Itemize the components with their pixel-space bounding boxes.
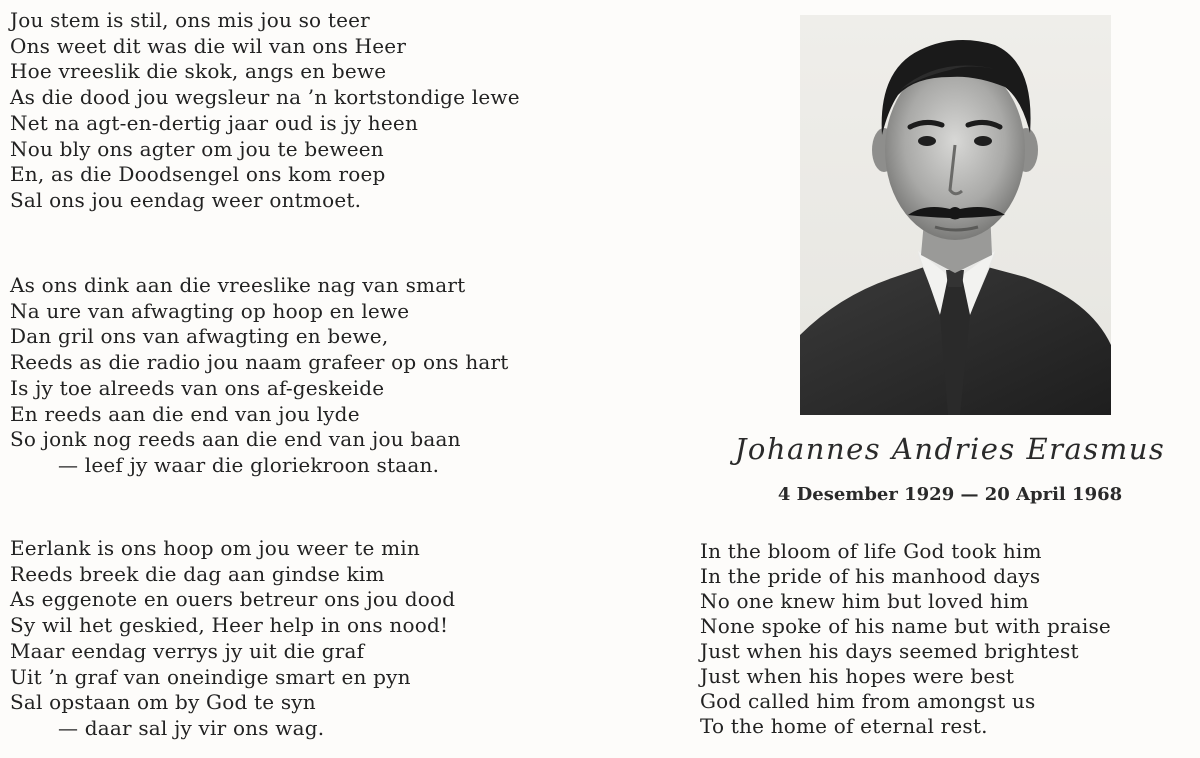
poem-line: Just when his hopes were best <box>700 664 1015 688</box>
portrait-icon <box>800 15 1111 415</box>
poem-line: In the pride of his manhood days <box>700 564 1041 588</box>
poem-line: As die dood jou wegsleur na ’n kortstondige lewe <box>10 85 520 110</box>
poem-line: Nou bly ons agter om jou te beween <box>10 136 384 161</box>
poem-line: — daar sal jy vir ons wag. <box>58 715 325 740</box>
poem-line: Is jy toe alreeds van ons af-geskeide <box>10 375 385 400</box>
poem-line: Jou stem is stil, ons mis jou so teer <box>10 8 370 32</box>
poem-line: As ons dink aan die vreeslike nag van smart <box>10 273 466 297</box>
poem-line: To the home of eternal rest. <box>700 714 988 738</box>
poem-line: En reeds aan die end van jou lyde <box>10 401 360 426</box>
poem-line: None spoke of his name but with praise <box>700 614 1111 638</box>
poem-line: So jonk nog reeds aan die end van jou baan <box>10 427 461 452</box>
poem-line: Sal opstaan om by God te syn <box>10 690 316 715</box>
deceased-name: Johannes Andries Erasmus <box>734 432 1166 466</box>
poem-line: Reeds as die radio jou naam grafeer op ons hart <box>10 350 509 375</box>
poem-line: No one knew him but loved him <box>700 589 1029 613</box>
poem-line: In the bloom of life God took him <box>700 539 1042 563</box>
verse-3 <box>10 536 455 742</box>
poem-line: Na ure van afwagting op hoop en lewe <box>10 298 410 323</box>
poem-line: Maar eendag verrys jy uit die graf <box>10 638 365 663</box>
portrait-photo <box>800 15 1111 415</box>
poem-line: God called him from amongst us <box>700 689 1036 713</box>
poem-line: As eggenote en ouers betreur ons jou dood <box>10 587 456 612</box>
poem-line: Net na agt-en-dertig jaar oud is jy heen <box>10 110 419 135</box>
poem-line: En, as die Doodsengel ons kom roep <box>10 162 386 187</box>
poem-line: Dan gril ons van afwagting en bewe, <box>10 324 389 349</box>
poem-line: Hoe vreeslik die skok, angs en bewe <box>10 59 387 84</box>
poem-line: Eerlank is ons hoop om jou weer te min <box>10 536 420 560</box>
poem-line: Uit ’n graf van oneindige smart en pyn <box>10 664 411 689</box>
poem-line: Reeds breek die dag aan gindse kim <box>10 561 385 586</box>
poem-line: — leef jy waar die gloriekroon staan. <box>58 452 440 477</box>
verse-2 <box>10 273 509 479</box>
poem-line: Sal ons jou eendag weer ontmoet. <box>10 187 362 212</box>
english-poem <box>700 539 1195 739</box>
poem-line: Ons weet dit was die wil van ons Heer <box>10 33 407 58</box>
poem-line: Just when his days seemed brightest <box>700 639 1079 663</box>
life-dates: 4 Desember 1929 — 20 April 1968 <box>777 484 1123 505</box>
verse-1 <box>10 8 520 214</box>
poem-line: Sy wil het geskied, Heer help in ons nood! <box>10 613 449 638</box>
